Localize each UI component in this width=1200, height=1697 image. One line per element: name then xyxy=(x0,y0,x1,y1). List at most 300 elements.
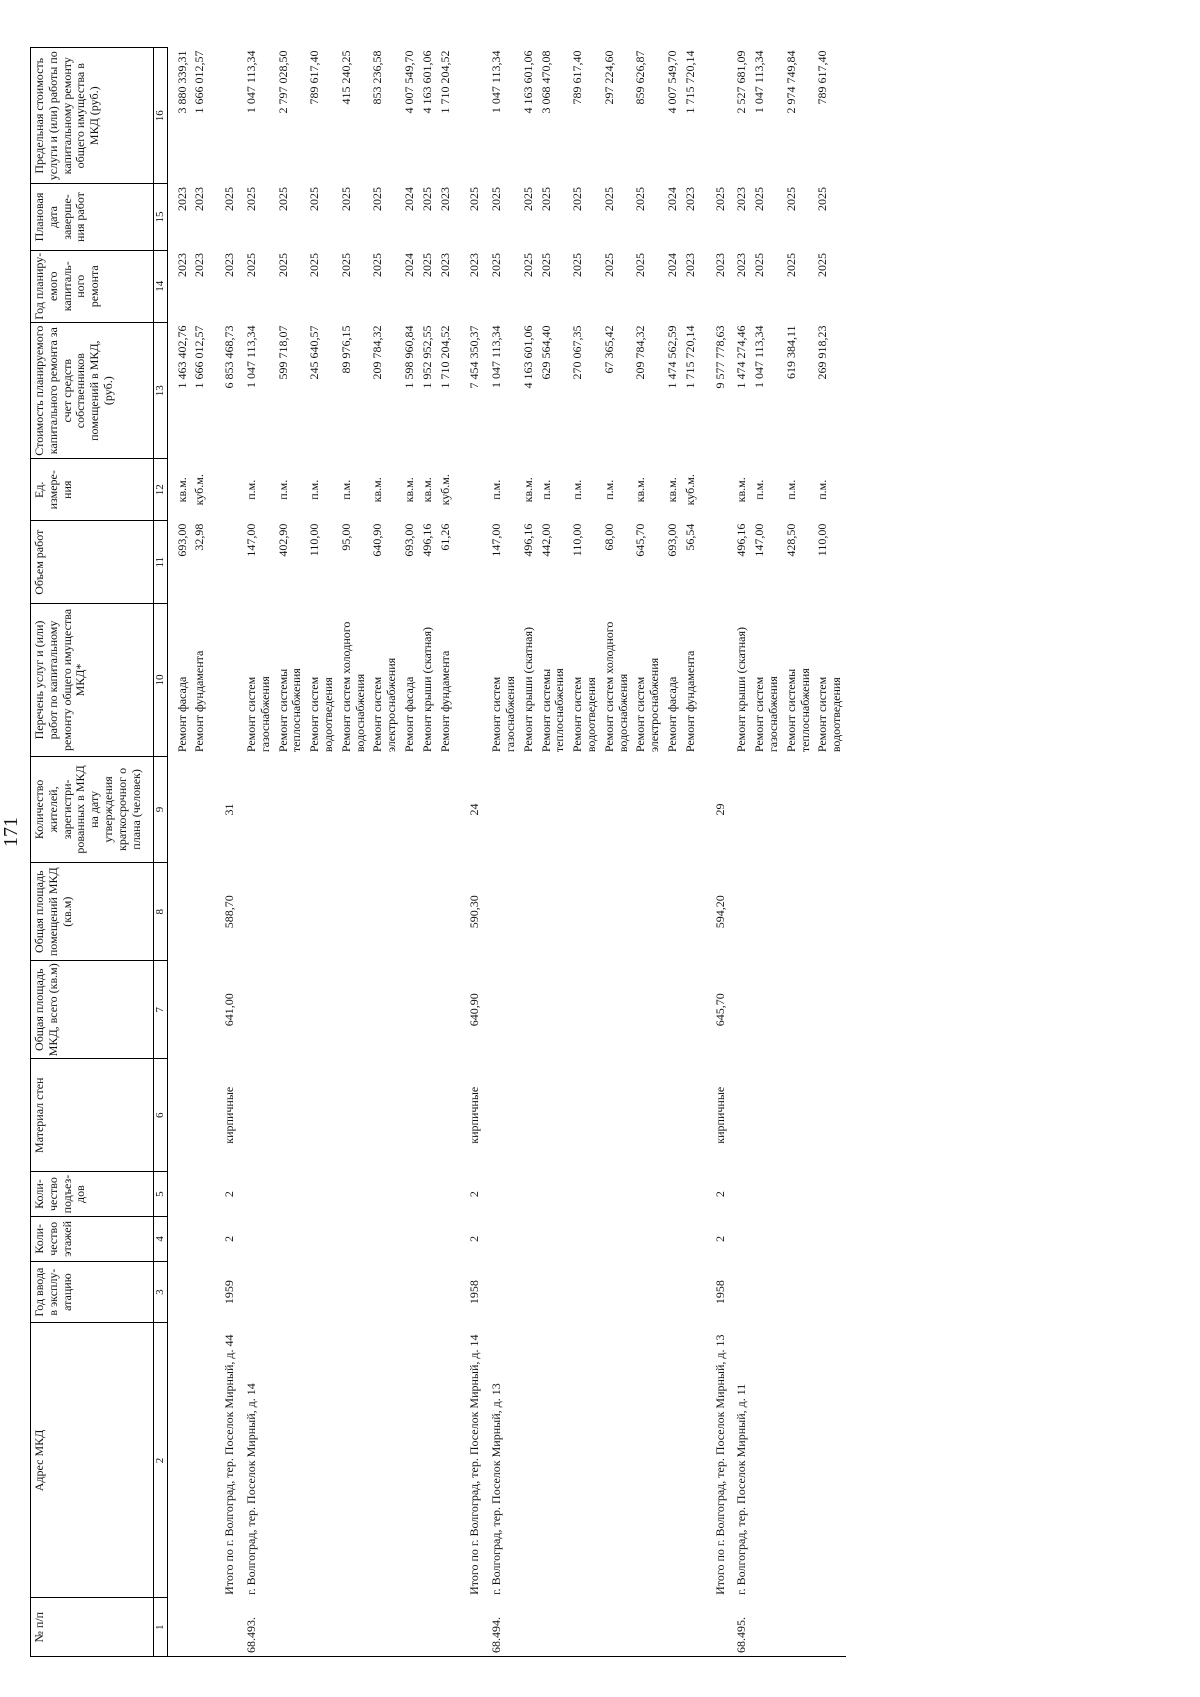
cell-residents xyxy=(369,756,401,863)
cell-num: 68.495. xyxy=(734,1617,749,1653)
cell-address xyxy=(167,1323,191,1598)
cell-floors xyxy=(632,1216,664,1261)
cell-limit: 4 007 549,70 xyxy=(664,50,679,114)
cell-address xyxy=(419,1323,437,1598)
cell-area-total xyxy=(401,961,419,1059)
cell-area-rooms xyxy=(569,863,601,961)
header-area-rooms: Общая площадь помещений МКД (кв.м) xyxy=(31,863,154,961)
cell-volume: 147,00 xyxy=(244,523,259,557)
cell-entrances xyxy=(538,1172,570,1217)
cell-area-total xyxy=(520,961,538,1059)
header-wall-material: Материал стен xyxy=(31,1059,154,1172)
cell-unit: кв.м. xyxy=(419,477,434,503)
cell-area-total xyxy=(239,961,275,1059)
cell-entrances xyxy=(275,1172,307,1217)
cell-num xyxy=(454,1598,484,1657)
cell-wall xyxy=(682,1059,700,1172)
cell-year: 2025 xyxy=(370,253,385,278)
cell-area-rooms xyxy=(783,863,815,961)
cell-work: Ремонт фундамента xyxy=(192,650,207,753)
cell-residents xyxy=(814,756,846,863)
header-area-total: Общая площадь МКД, всего (кв.м) xyxy=(31,961,154,1059)
cell-year-built xyxy=(520,1261,538,1323)
table-body xyxy=(167,48,846,1657)
column-number: 10 xyxy=(154,604,168,756)
cell-due: 2025 xyxy=(419,186,434,211)
cell-cost: 1 715 720,14 xyxy=(682,325,697,389)
cell-year: 2025 xyxy=(752,253,767,278)
cell-year-built xyxy=(538,1261,570,1323)
cell-unit: п.м. xyxy=(752,479,767,500)
cell-floors: 2 xyxy=(467,1235,482,1242)
cell-residents xyxy=(484,756,520,863)
cell-area-rooms xyxy=(814,863,846,961)
cell-limit: 789 617,40 xyxy=(815,50,830,105)
cell-area-rooms xyxy=(682,863,700,961)
cell-area-rooms xyxy=(275,863,307,961)
cell-due: 2025 xyxy=(275,186,290,211)
cell-year: 2023 xyxy=(437,253,452,278)
cell-num xyxy=(338,1598,370,1657)
cell-residents xyxy=(239,756,275,863)
cell-year-built xyxy=(814,1261,846,1323)
cell-address: г. Волгоград, тер. Поселок Мирный, д. 13 xyxy=(489,1383,504,1595)
cell-area-rooms xyxy=(632,863,664,961)
cell-residents xyxy=(601,756,633,863)
cell-due: 2025 xyxy=(712,186,727,211)
cell-entrances xyxy=(814,1172,846,1217)
header-limit-cost: Предельная стоимость услуги и (или) работы по капитальному ремонту общего имущества в МКД (руб.) xyxy=(31,48,154,184)
cell-volume: 68,00 xyxy=(601,523,616,551)
cell-limit: 853 236,58 xyxy=(370,50,385,105)
cell-work: Ремонт систем водоотведения xyxy=(307,676,336,753)
cell-cost: 6 853 468,73 xyxy=(222,325,237,389)
cell-area-total xyxy=(538,961,570,1059)
cell-residents xyxy=(538,756,570,863)
cell-entrances xyxy=(783,1172,815,1217)
cell-floors xyxy=(306,1216,338,1261)
cell-year: 2025 xyxy=(244,253,259,278)
cell-address xyxy=(783,1323,815,1598)
cell-area-total xyxy=(419,961,437,1059)
cell-floors xyxy=(783,1216,815,1261)
table-row xyxy=(239,48,275,1657)
cell-entrances xyxy=(682,1172,700,1217)
cell-unit: п.м. xyxy=(489,479,504,500)
cell-cost: 629 564,40 xyxy=(538,325,553,380)
cell-year: 2023 xyxy=(682,253,697,278)
cell-num xyxy=(437,1598,455,1657)
cell-wall xyxy=(437,1059,455,1172)
cell-wall xyxy=(569,1059,601,1172)
cell-work: Ремонт систем газоснабжения xyxy=(489,676,517,753)
cell-floors xyxy=(814,1216,846,1261)
cell-num: 68.493. xyxy=(244,1617,259,1653)
cell-work: Ремонт фасада xyxy=(402,676,416,753)
cell-year-built xyxy=(484,1261,520,1323)
cell-wall: кирпичные xyxy=(222,1086,237,1144)
cell-num xyxy=(682,1598,700,1657)
column-number: 4 xyxy=(154,1216,168,1261)
cell-address xyxy=(538,1323,570,1598)
table-row xyxy=(191,48,209,1657)
cell-volume: 496,16 xyxy=(734,523,749,557)
cell-due: 2025 xyxy=(570,186,585,211)
cell-area-total xyxy=(369,961,401,1059)
header-repair-year: Год планиру-емого капиталь-ного ремонта xyxy=(31,250,154,322)
cell-area-rooms xyxy=(306,863,338,961)
cell-num xyxy=(306,1598,338,1657)
cell-cost: 1 463 402,76 xyxy=(174,325,189,389)
cell-volume: 32,98 xyxy=(192,523,207,551)
cell-residents xyxy=(520,756,538,863)
cell-floors xyxy=(751,1216,783,1261)
cell-due: 2025 xyxy=(338,186,353,211)
cell-area-rooms xyxy=(191,863,209,961)
table-row xyxy=(538,48,570,1657)
cell-floors xyxy=(520,1216,538,1261)
cell-address xyxy=(569,1323,601,1598)
cell-limit: 789 617,40 xyxy=(307,50,322,105)
cell-limit: 1 047 113,34 xyxy=(244,50,259,114)
cell-address xyxy=(437,1323,455,1598)
column-number: 14 xyxy=(154,250,168,322)
cell-volume xyxy=(209,521,239,604)
cell-limit: 1 710 204,52 xyxy=(437,50,452,114)
cell-year-built xyxy=(306,1261,338,1323)
cell-wall xyxy=(601,1059,633,1172)
cell-area-total xyxy=(275,961,307,1059)
cell-due: 2025 xyxy=(222,186,237,211)
cell-work: Ремонт систем холодного водоснабжения xyxy=(338,621,367,753)
cell-limit xyxy=(700,48,730,184)
cell-wall: кирпичные xyxy=(712,1086,727,1144)
table-row xyxy=(783,48,815,1657)
table-row xyxy=(484,48,520,1657)
cell-work: Ремонт крыши (скатная) xyxy=(520,627,535,753)
header-work-list: Перечень услуг и (или) работ по капитальному ремонту общего имущества МКД* xyxy=(31,604,154,756)
cell-floors xyxy=(369,1216,401,1261)
cell-entrances xyxy=(632,1172,664,1217)
cell-floors xyxy=(484,1216,520,1261)
cell-unit: п.м. xyxy=(815,479,830,500)
cell-cost: 67 365,42 xyxy=(601,325,616,374)
cell-year: 2025 xyxy=(633,253,648,278)
cell-year: 2025 xyxy=(601,253,616,278)
cell-unit xyxy=(209,459,239,521)
cell-residents xyxy=(729,756,751,863)
header-floors: Коли-чество этажей xyxy=(31,1216,154,1261)
cell-floors xyxy=(569,1216,601,1261)
cell-year: 2025 xyxy=(783,253,798,278)
cell-wall xyxy=(632,1059,664,1172)
cell-limit: 297 224,60 xyxy=(601,50,616,105)
cell-limit: 1 666 012,57 xyxy=(192,50,207,114)
cell-year: 2023 xyxy=(712,253,727,278)
cell-due: 2023 xyxy=(734,186,749,211)
cell-due: 2025 xyxy=(244,186,259,211)
total-row xyxy=(700,48,730,1657)
cell-cost: 269 918,23 xyxy=(815,325,830,380)
cell-entrances: 2 xyxy=(712,1191,727,1198)
cell-volume: 693,00 xyxy=(664,523,679,557)
cell-year: 2025 xyxy=(815,253,830,278)
cell-cost: 245 640,57 xyxy=(307,325,322,380)
cell-address: г. Волгоград, тер. Поселок Мирный, д. 14 xyxy=(244,1383,259,1595)
cell-residents xyxy=(569,756,601,863)
cell-entrances xyxy=(306,1172,338,1217)
cell-entrances xyxy=(437,1172,455,1217)
cell-cost: 1 047 113,34 xyxy=(489,325,504,389)
cell-limit: 859 626,87 xyxy=(633,50,648,105)
cell-area-total xyxy=(191,961,209,1059)
cell-residents: 31 xyxy=(222,803,237,816)
cell-year: 2023 xyxy=(467,253,482,278)
cell-residents xyxy=(167,756,191,863)
cell-limit: 415 240,25 xyxy=(338,50,353,105)
cell-wall xyxy=(538,1059,570,1172)
cell-volume: 693,00 xyxy=(402,523,416,557)
cell-year-built xyxy=(729,1261,751,1323)
cell-cost: 1 474 562,59 xyxy=(664,325,679,389)
cell-year: 2023 xyxy=(192,253,207,278)
cell-year-built xyxy=(682,1261,700,1323)
table-row xyxy=(601,48,633,1657)
cell-residents xyxy=(751,756,783,863)
cell-work: Ремонт системы теплоснабжения xyxy=(538,668,567,753)
table-row xyxy=(682,48,700,1657)
cell-address xyxy=(682,1323,700,1598)
cell-volume xyxy=(700,521,730,604)
cell-due: 2025 xyxy=(520,186,535,211)
column-number: 2 xyxy=(154,1323,168,1598)
cell-unit: кв.м. xyxy=(402,477,416,503)
cell-limit: 3 068 470,08 xyxy=(538,50,553,114)
cell-residents xyxy=(664,756,682,863)
cell-work xyxy=(454,604,484,756)
cell-year-built: 1959 xyxy=(222,1280,237,1305)
cell-unit: п.м. xyxy=(338,479,353,500)
cell-floors xyxy=(601,1216,633,1261)
cell-address xyxy=(191,1323,209,1598)
cell-area-total xyxy=(814,961,846,1059)
cell-residents xyxy=(275,756,307,863)
table-row xyxy=(569,48,601,1657)
cell-cost: 619 384,11 xyxy=(783,325,798,380)
cell-limit: 3 880 339,31 xyxy=(174,50,189,114)
cell-year: 2023 xyxy=(734,253,749,278)
column-number: 8 xyxy=(154,863,168,961)
header-residents: Количество жителей, зарегистри-рованных в МКД на дату утверждения краткосрочног о плана (человек) xyxy=(31,756,154,863)
cell-work xyxy=(700,604,730,756)
header-entrances: Коли-чество подъез-дов xyxy=(31,1172,154,1217)
cell-due: 2025 xyxy=(489,186,504,211)
header-due-date: Плановая дата заверше-ния работ xyxy=(31,184,154,250)
column-number: 12 xyxy=(154,459,168,521)
cell-volume: 61,26 xyxy=(437,523,452,551)
column-number: 16 xyxy=(154,48,168,184)
cell-cost: 4 163 601,06 xyxy=(520,325,535,389)
cell-area-rooms xyxy=(167,863,191,961)
capital-repair-table xyxy=(30,47,846,1657)
cell-address: Итого по г. Волгоград, тер. Поселок Мирный, д. 44 xyxy=(222,1334,237,1595)
cell-year-built xyxy=(167,1261,191,1323)
cell-area-rooms xyxy=(369,863,401,961)
cell-num xyxy=(191,1598,209,1657)
cell-address: г. Волгоград, тер. Поселок Мирный, д. 11 xyxy=(734,1383,749,1595)
cell-volume: 693,00 xyxy=(174,523,189,557)
cell-due: 2025 xyxy=(815,186,830,211)
cell-num xyxy=(401,1598,419,1657)
table-row xyxy=(419,48,437,1657)
cell-address xyxy=(520,1323,538,1598)
cell-work: Ремонт систем холодного водоснабжения xyxy=(601,621,630,753)
cell-wall xyxy=(191,1059,209,1172)
cell-area-total xyxy=(664,961,682,1059)
cell-num xyxy=(601,1598,633,1657)
cell-area-total xyxy=(338,961,370,1059)
cell-work: Ремонт фасада xyxy=(174,676,189,753)
cell-wall xyxy=(814,1059,846,1172)
cell-work: Ремонт крыши (скатная) xyxy=(419,627,434,753)
cell-entrances xyxy=(729,1172,751,1217)
column-number: 7 xyxy=(154,961,168,1059)
cell-due: 2025 xyxy=(538,186,553,211)
cell-address xyxy=(306,1323,338,1598)
cell-unit: кв.м. xyxy=(734,477,749,503)
cell-entrances xyxy=(419,1172,437,1217)
cell-entrances: 2 xyxy=(222,1191,237,1198)
table-row xyxy=(751,48,783,1657)
table-row xyxy=(729,48,751,1657)
cell-year: 2025 xyxy=(307,253,322,278)
cell-area-rooms: 590,30 xyxy=(467,895,482,929)
cell-limit: 4 007 549,70 xyxy=(402,50,416,114)
cell-wall xyxy=(484,1059,520,1172)
cell-area-rooms xyxy=(401,863,419,961)
cell-num xyxy=(167,1598,191,1657)
cell-work: Ремонт системы теплоснабжения xyxy=(275,668,304,753)
cell-limit: 789 617,40 xyxy=(570,50,585,105)
cell-entrances xyxy=(401,1172,419,1217)
column-number: 13 xyxy=(154,322,168,458)
cell-entrances xyxy=(520,1172,538,1217)
cell-unit: кв.м. xyxy=(664,477,679,503)
cell-due: 2023 xyxy=(192,186,207,211)
cell-unit: куб.м. xyxy=(437,474,452,506)
cell-address xyxy=(751,1323,783,1598)
cell-wall xyxy=(520,1059,538,1172)
cell-limit: 1 047 113,34 xyxy=(489,50,504,114)
header-year-built: Год ввода в эксплу-атацию xyxy=(31,1261,154,1323)
cell-work: Ремонт крыши (скатная) xyxy=(734,627,749,753)
cell-area-rooms: 588,70 xyxy=(222,895,237,929)
cell-address xyxy=(369,1323,401,1598)
cell-work: Ремонт системы теплоснабжения xyxy=(783,668,812,753)
cell-num xyxy=(569,1598,601,1657)
cell-area-total xyxy=(306,961,338,1059)
cell-year-built xyxy=(191,1261,209,1323)
cell-cost: 209 784,32 xyxy=(370,325,385,380)
cell-floors xyxy=(275,1216,307,1261)
cell-area-rooms xyxy=(664,863,682,961)
cell-residents xyxy=(191,756,209,863)
cell-num xyxy=(419,1598,437,1657)
cell-entrances xyxy=(601,1172,633,1217)
cell-unit: п.м. xyxy=(307,479,322,500)
cell-cost: 209 784,32 xyxy=(633,325,648,380)
cell-area-total: 645,70 xyxy=(712,993,727,1027)
cell-limit: 2 974 749,84 xyxy=(783,50,798,114)
cell-area-total: 640,90 xyxy=(467,993,482,1027)
cell-residents xyxy=(437,756,455,863)
column-number-row xyxy=(154,48,168,1657)
cell-due: 2025 xyxy=(307,186,322,211)
cell-year-built xyxy=(783,1261,815,1323)
cell-area-rooms xyxy=(239,863,275,961)
table-row xyxy=(437,48,455,1657)
cell-volume: 110,00 xyxy=(815,523,830,557)
cell-entrances xyxy=(569,1172,601,1217)
header-cost: Стоимость планируемого капитального ремонта за счет средств собственников помещений в МКД, (руб.) xyxy=(31,322,154,458)
cell-work: Ремонт систем электроснабжения xyxy=(370,657,399,753)
cell-wall xyxy=(419,1059,437,1172)
cell-area-total: 641,00 xyxy=(222,993,237,1027)
cell-area-total xyxy=(729,961,751,1059)
cell-year: 2025 xyxy=(570,253,585,278)
cell-area-total xyxy=(601,961,633,1059)
cell-work: Ремонт фасада xyxy=(664,676,679,753)
column-number: 15 xyxy=(154,184,168,250)
cell-limit xyxy=(454,48,484,184)
cell-area-rooms xyxy=(751,863,783,961)
cell-address: Итого по г. Волгоград, тер. Поселок Мирный, д. 13 xyxy=(712,1334,727,1595)
cell-entrances xyxy=(369,1172,401,1217)
cell-work: Ремонт систем электроснабжения xyxy=(633,657,662,753)
cell-due: 2025 xyxy=(370,186,385,211)
cell-year-built xyxy=(601,1261,633,1323)
cell-cost: 1 710 204,52 xyxy=(437,325,452,389)
cell-year-built: 1958 xyxy=(467,1280,482,1305)
cell-due: 2024 xyxy=(402,186,416,211)
cell-volume: 95,00 xyxy=(338,523,353,551)
cell-floors xyxy=(191,1216,209,1261)
cell-due: 2023 xyxy=(174,186,189,211)
cell-floors xyxy=(338,1216,370,1261)
cell-floors: 2 xyxy=(712,1235,727,1242)
cell-volume: 645,70 xyxy=(633,523,648,557)
cell-cost: 1 952 952,55 xyxy=(419,325,434,389)
cell-work: Ремонт систем газоснабжения xyxy=(244,676,272,753)
table-row xyxy=(814,48,846,1657)
column-number: 9 xyxy=(154,756,168,863)
cell-year: 2025 xyxy=(538,253,553,278)
cell-area-rooms xyxy=(484,863,520,961)
cell-address xyxy=(601,1323,633,1598)
cell-num xyxy=(209,1598,239,1657)
cell-num xyxy=(632,1598,664,1657)
column-number: 3 xyxy=(154,1261,168,1323)
cell-floors xyxy=(239,1216,275,1261)
table-row xyxy=(306,48,338,1657)
cell-wall xyxy=(729,1059,751,1172)
cell-address: Итого по г. Волгоград, тер. Поселок Мирный, д. 14 xyxy=(467,1334,482,1595)
cell-cost: 9 577 778,63 xyxy=(712,325,727,389)
cell-cost: 1 598 960,84 xyxy=(402,325,416,389)
column-number: 1 xyxy=(154,1598,168,1657)
table-row xyxy=(664,48,682,1657)
cell-wall xyxy=(664,1059,682,1172)
